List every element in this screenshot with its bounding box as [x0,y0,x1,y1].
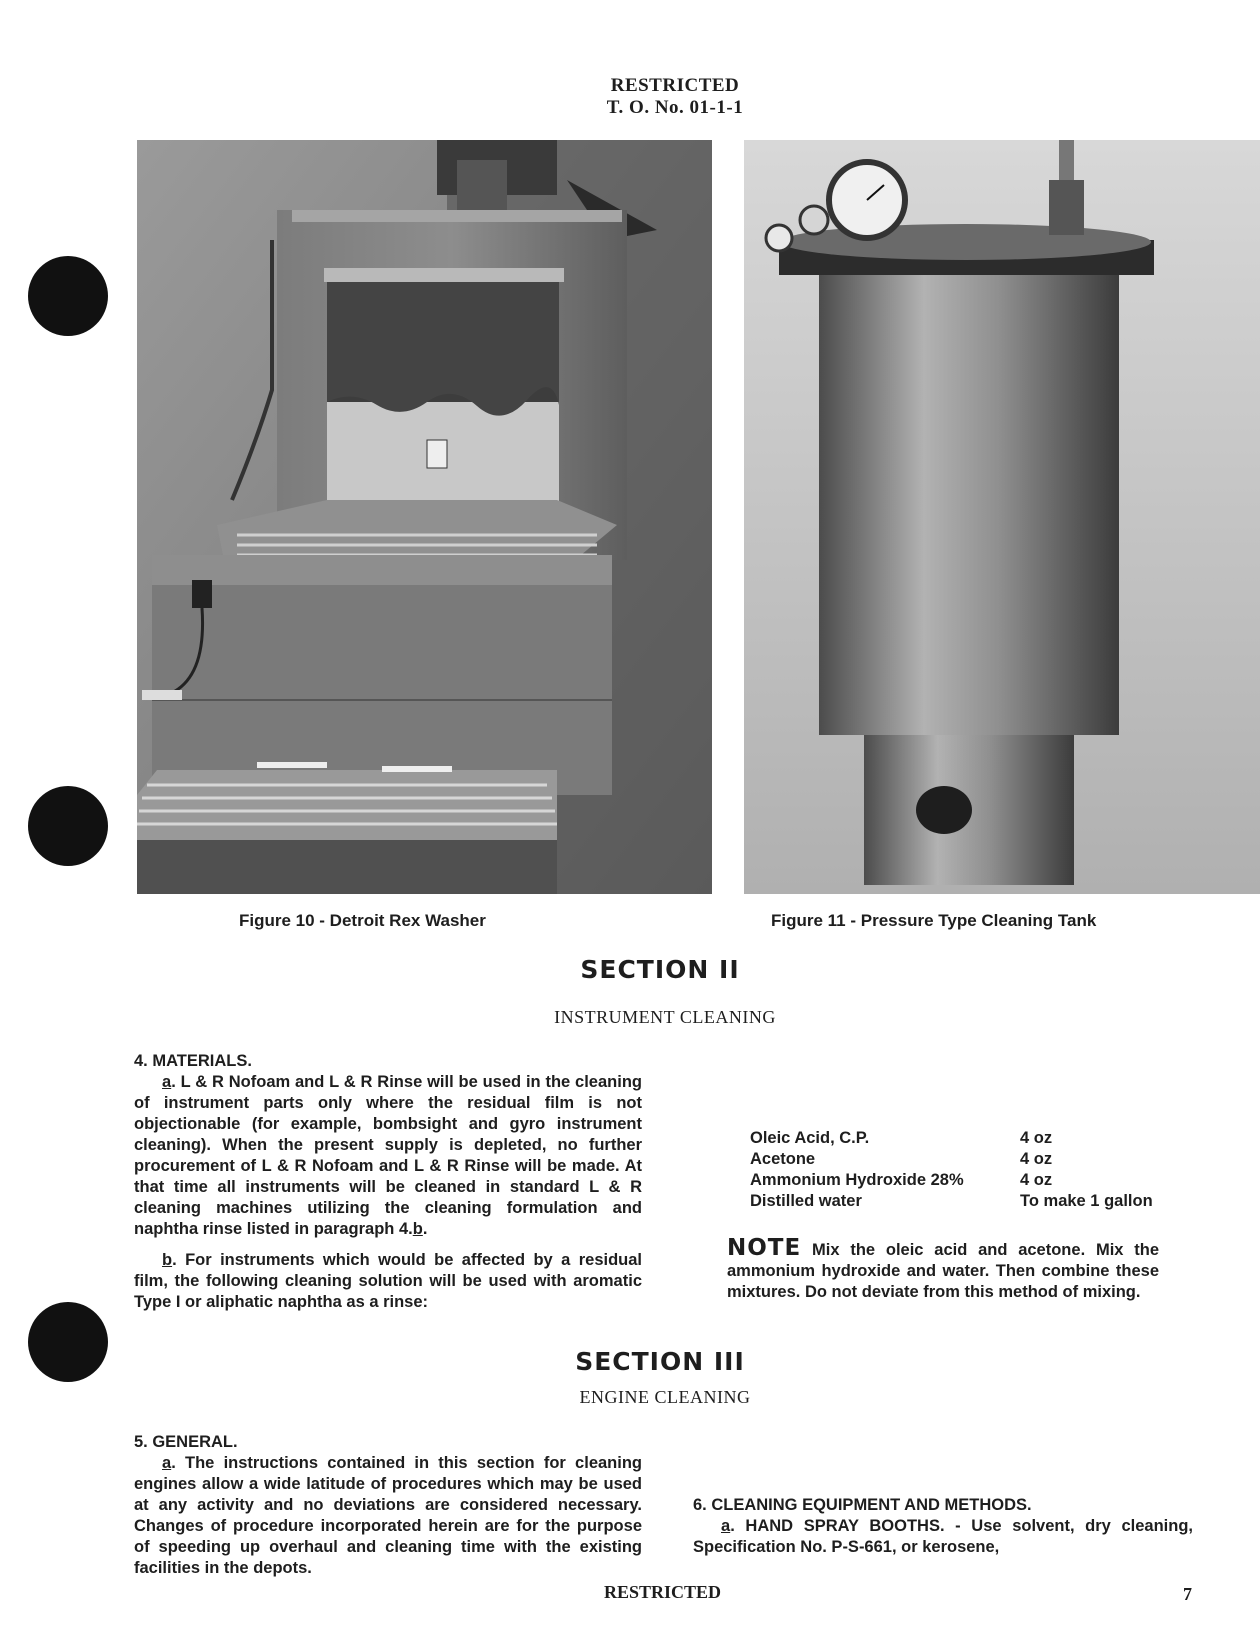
formula-ingredient: Distilled water [750,1192,862,1210]
section-3-left-column [134,1432,642,1579]
page-number: 7 [1183,1584,1192,1604]
para-5a-text: . The instructions contained in this section for cleaning engines allow a wide latitude of procedures which may be used at any activity and no deviations are considered necessary. Changes of procedure incorporated herein are for the purpose of speeding up overhaul and cleaning time with the existing facilities in the depots. [134,1454,642,1577]
formula-quantity: 4 oz [1020,1129,1053,1147]
para-5a-label: a [162,1454,172,1472]
para-4b-label: b [162,1251,173,1269]
para-6a [693,1516,1193,1558]
formula-quantity: 4 oz [1020,1171,1053,1189]
figure-11-caption: Figure 11 - Pressure Type Cleaning Tank [771,911,1097,930]
formula-quantity: 4 oz [1020,1150,1053,1168]
formula-row [750,1149,1190,1170]
para-6a-text: . HAND SPRAY BOOTHS. - Use solvent, dry cleaning, Specification No. P-S-661, or kerosene, [693,1517,1193,1556]
punch-hole-top [28,256,108,336]
para-4a-end: . [422,1220,428,1238]
para-4a-ref: b [412,1220,423,1238]
formula-ingredient: Ammonium Hydroxide 28% [750,1171,964,1189]
para-4a [134,1072,642,1240]
para-4a-text: . L & R Nofoam and L & R Rinse will be used in the cleaning of instrument parts only where the residual film is not objectionable (for example, bombsight and gyro instrument cleaning). When the present supply is depleted, no further procurement of L & R Nofoam and L & R Rinse will be made. At that time all instruments will be cleaned in standard L & R cleaning machines utilizing the cleaning formulation and naphtha rinse listed in paragraph 4. [134,1073,642,1238]
para-5a [134,1453,642,1579]
formula-row [750,1128,1190,1149]
figure-10-photo [137,140,712,894]
formula-quantity: To make 1 gallon [1020,1192,1153,1210]
formula-ingredient: Acetone [750,1150,816,1168]
section-2-left-column [134,1051,642,1313]
para-4b [134,1250,642,1313]
para-5-heading: 5. GENERAL. [134,1433,238,1451]
para-6a-label: a [721,1517,731,1535]
header-to-number: T. O. No. 01-1-1 [606,97,744,118]
section-2-subtitle: INSTRUMENT CLEANING [554,1007,776,1027]
section-2-title: SECTION II [580,955,740,984]
figure-11-photo [744,140,1260,894]
para-4a-label: a [162,1073,172,1091]
formula-row [750,1170,1190,1191]
washer-illustration [137,140,712,894]
punch-hole-middle [28,786,108,866]
section-3-right-column [693,1495,1193,1558]
section-3-subtitle: ENGINE CLEANING [579,1387,751,1407]
note-text: Mix the oleic acid and acetone. Mix the ammonium hydroxide and water. Then combine these mixtures. Do not deviate from this method of mixing. [727,1241,1159,1301]
para-6-heading: 6. CLEANING EQUIPMENT AND METHODS. [693,1496,1032,1514]
cleaning-formula-table [750,1128,1190,1212]
formula-row [750,1191,1190,1212]
figure-10-caption: Figure 10 - Detroit Rex Washer [239,911,486,930]
footer-classification: RESTRICTED [604,1582,722,1602]
mixing-note [727,1235,1159,1303]
note-label: NOTE [727,1235,802,1261]
section-3-title: SECTION III [575,1347,745,1376]
pressure-tank-illustration [744,140,1260,894]
formula-ingredient: Oleic Acid, C.P. [750,1129,870,1147]
para-4-heading: 4. MATERIALS. [134,1052,252,1070]
para-4b-text: . For instruments which would be affected by a residual film, the following cleaning solution will be used with aromatic Type I or aliphatic naphtha as a rinse: [134,1251,642,1311]
header-classification: RESTRICTED [610,75,740,96]
